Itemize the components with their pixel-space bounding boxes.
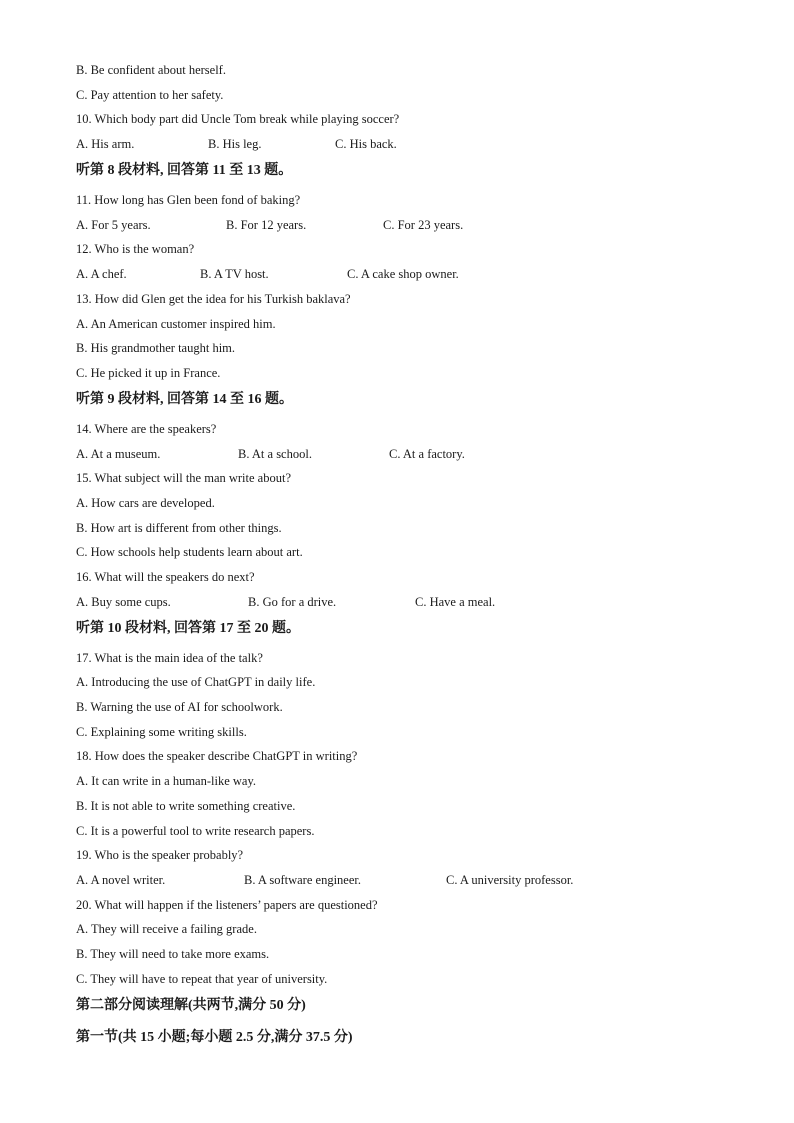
section-heading-9: 听第 9 段材料, 回答第 14 至 16 题。 [76, 392, 293, 407]
option-line: A. How cars are developed. [76, 496, 215, 510]
option-b: B. A software engineer. [244, 873, 361, 887]
question-13: 13. How did Glen get the idea for his Turkish baklava? [76, 292, 351, 306]
option-c: C. A cake shop owner. [347, 267, 459, 281]
question-16: 16. What will the speakers do next? [76, 570, 255, 584]
option-line: C. How schools help students learn about art. [76, 545, 303, 559]
option-line: B. They will need to take more exams. [76, 947, 270, 961]
question-18: 18. How does the speaker describe ChatGPT in writing? [76, 749, 358, 763]
option-line: C. They will have to repeat that year of university. [76, 972, 328, 986]
option-a: A. For 5 years. [76, 218, 151, 232]
option-line: B. His grandmother taught him. [76, 341, 236, 355]
option-a: A. At a museum. [76, 447, 161, 461]
question-12: 12. Who is the woman? [76, 242, 195, 256]
question-14: 14. Where are the speakers? [76, 422, 217, 436]
option-b: B. At a school. [238, 447, 312, 461]
option-line: C. Explaining some writing skills. [76, 725, 247, 739]
part-heading: 第二部分阅读理解(共两节,满分 50 分) [76, 998, 306, 1013]
question-11: 11. How long has Glen been fond of baking? [76, 193, 301, 207]
section-heading-8: 听第 8 段材料, 回答第 11 至 13 题。 [76, 163, 293, 178]
question-15: 15. What subject will the man write about? [76, 471, 291, 485]
question-19: 19. Who is the speaker probably? [76, 848, 244, 862]
option-b: B. Go for a drive. [248, 595, 337, 609]
option-line: C. It is a powerful tool to write research papers. [76, 824, 315, 838]
option-c: C. Have a meal. [415, 595, 496, 609]
option-b: B. For 12 years. [226, 218, 307, 232]
question-17: 17. What is the main idea of the talk? [76, 651, 263, 665]
option-a: A. A chef. [76, 267, 127, 281]
option-line: B. How art is different from other things. [76, 521, 282, 535]
option-a: A. His arm. [76, 137, 135, 151]
option-line: C. He picked it up in France. [76, 366, 221, 380]
option-line: A. An American customer inspired him. [76, 317, 276, 331]
option-c: C. For 23 years. [383, 218, 464, 232]
section-heading-10: 听第 10 段材料, 回答第 17 至 20 题。 [76, 621, 300, 636]
option-line: B. Warning the use of AI for schoolwork. [76, 700, 283, 714]
option-a: A. Buy some cups. [76, 595, 171, 609]
option-c: C. His back. [335, 137, 397, 151]
option-b: B. A TV host. [200, 267, 269, 281]
option-line: A. It can write in a human-like way. [76, 774, 257, 788]
option-line: A. They will receive a failing grade. [76, 922, 257, 936]
option-b: B. His leg. [208, 137, 262, 151]
question-20: 20. What will happen if the listeners’ papers are questioned? [76, 898, 378, 912]
option-c: C. A university professor. [446, 873, 574, 887]
option-c: C. At a factory. [389, 447, 465, 461]
option-line: A. Introducing the use of ChatGPT in daily life. [76, 675, 316, 689]
question-10: 10. Which body part did Uncle Tom break while playing soccer? [76, 112, 400, 126]
option-line: B. It is not able to write something creative. [76, 799, 296, 813]
option-line: B. Be confident about herself. [76, 63, 226, 77]
option-a: A. A novel writer. [76, 873, 166, 887]
sub-section-heading: 第一节(共 15 小题;每小题 2.5 分,满分 37.5 分) [76, 1030, 353, 1045]
option-line: C. Pay attention to her safety. [76, 88, 224, 102]
